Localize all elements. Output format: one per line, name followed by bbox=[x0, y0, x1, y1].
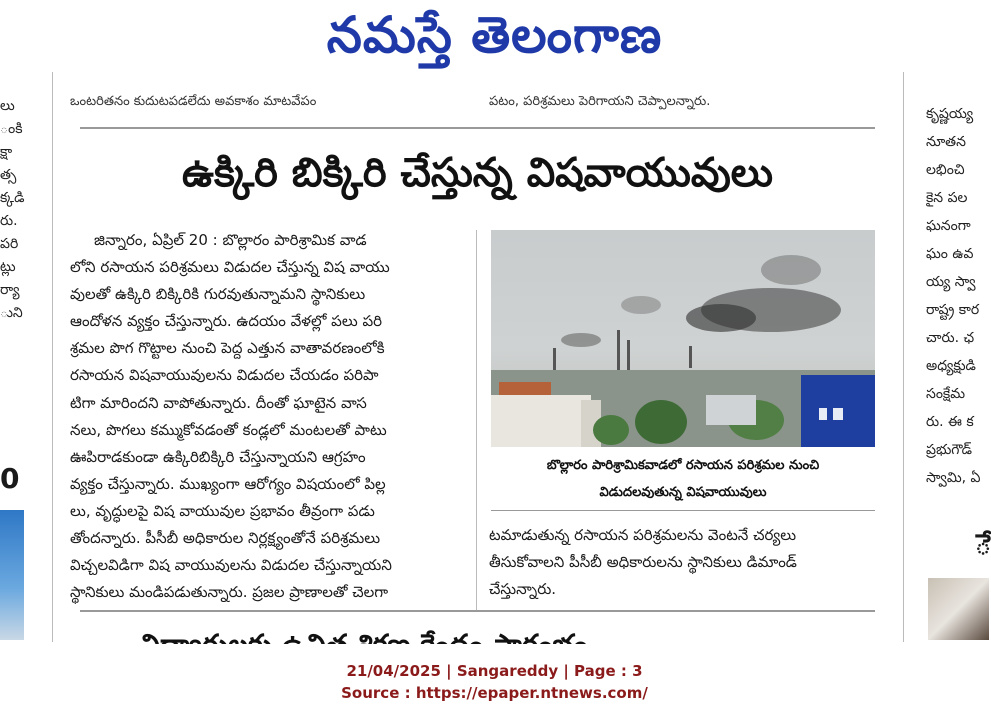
footer bbox=[0, 660, 989, 704]
body-line: స్థానికులు మండిపడుతున్నారు. ప్రజల ప్రాణాలతో చెలగా bbox=[70, 583, 389, 602]
body-line: వులతో ఉక్కిరి బిక్కిరికి గురవుతున్నామని స్థానికులు bbox=[70, 285, 366, 304]
article-photo bbox=[491, 230, 875, 447]
body-line: వ్యక్తం చేస్తున్నారు. ముఖ్యంగా ఆరోగ్యం విషయంలో పిల్ల bbox=[70, 474, 386, 493]
footer-source[interactable]: Source : https://epaper.ntnews.com/ bbox=[341, 684, 648, 702]
right-column-divider bbox=[903, 72, 904, 642]
caption-line: బొల్లారం పారిశ్రామికవాడలో రసాయన పరిశ్రమల నుంచి bbox=[546, 458, 820, 473]
article-headline: ఉక్కిరి బిక్కిరి చేస్తున్న విషవాయువులు bbox=[182, 150, 773, 196]
factory-smoke-illustration bbox=[491, 230, 875, 447]
footer-date-edition: 21/04/2025 | Sangareddy | Page : 3 bbox=[346, 662, 643, 680]
body-line: విచ్చలవిడిగా విష వాయువులను విడుదల చేస్తున్నాయని bbox=[70, 556, 392, 575]
bottom-rule bbox=[80, 610, 875, 612]
body-line: తోందన్నారు. పీసీబీ అధికారుల నిర్లక్ష్యంతోనే పరిశ్రమలు bbox=[70, 529, 381, 548]
article-body bbox=[70, 227, 470, 606]
masthead bbox=[0, 0, 989, 72]
next-headline-cut bbox=[140, 630, 820, 644]
top-rule bbox=[80, 127, 875, 129]
top-cut-left: ఒంటరితనం కుదుటపడలేదు అవకాశం మాటవేపం bbox=[70, 94, 317, 109]
caption-rule bbox=[491, 510, 875, 511]
body-line: రసాయన విషవాయువులను విడుదల చేయడం పరిపా bbox=[70, 366, 379, 385]
caption-line: విడుదలవుతున్న విషవాయువులు bbox=[599, 485, 767, 500]
right-cut-photo bbox=[928, 578, 989, 640]
photo-caption bbox=[491, 452, 875, 506]
body-line: జిన్నారం, ఏప్రిల్ 20 : బొల్లారం పారిశ్రామిక వాడ bbox=[94, 231, 367, 249]
body-line: శ్రమల పొగ గొట్టాల నుంచి పెద్ద ఎత్తున వాతావరణంలోకి bbox=[70, 339, 385, 358]
newspaper-title: నమస్తే తెలంగాణ bbox=[326, 5, 663, 64]
body-line: లు, వృద్ధులపై విష వాయువుల ప్రభావం తీవ్రంగా పడు bbox=[70, 501, 375, 520]
body-line: తీసుకోవాలని పీసీబీ అధికారులను స్థానికులు డిమాండ్ bbox=[489, 553, 797, 571]
left-column-divider bbox=[52, 72, 53, 642]
left-cut-photo bbox=[0, 510, 24, 640]
right-cut-glyph: ే bbox=[975, 528, 991, 561]
article-continued bbox=[489, 522, 889, 603]
body-line: ఊపిరాడకుండా ఉక్కిరిబిక్కిరి చేస్తున్నాయని ఆగ్రహం bbox=[70, 447, 366, 466]
left-column-fragments: లు ంకి క్షా త్స క్కడి రు. పరి ట్లు ర్యా ుని bbox=[0, 98, 25, 321]
body-line: టమాడుతున్న రసాయన పరిశ్రమలను వెంటనే చర్యలు bbox=[489, 526, 797, 544]
left-cut-glyph: 0 bbox=[0, 462, 20, 495]
body-line: లోని రసాయన పరిశ్రమలు విడుదల చేస్తున్న విష వాయు bbox=[70, 258, 390, 277]
right-column-fragments: కృష్ణయ్య నూతన లభించి కైన పల ఘనంగా ఘం ఉవ య్య స్వా రాష్ట్ర కార చారు. ఛ అధ్యక్షుడి సంక్షేమ రు. ఈ క ప్రభుగౌడ్ స్వామి, ఏ bbox=[926, 106, 981, 486]
body-line: చేస్తున్నారు. bbox=[489, 580, 557, 598]
body-line: ఆందోళన వ్యక్తం చేస్తున్నారు. ఉదయం వేళల్లో పలు పరి bbox=[70, 312, 383, 331]
body-line: నలు, పొగలు కమ్ముకోవడంతో కండ్లలో మంటలతో పాటు bbox=[70, 420, 387, 439]
top-cut-right: పటం, పరిశ్రమలు పెరిగాయని చెప్పాలన్నారు. bbox=[489, 94, 711, 109]
body-line: టిగా మారిందని వాపోతున్నారు. దీంతో ఘాటైన వాస bbox=[70, 393, 367, 412]
article-column-divider bbox=[476, 230, 477, 610]
